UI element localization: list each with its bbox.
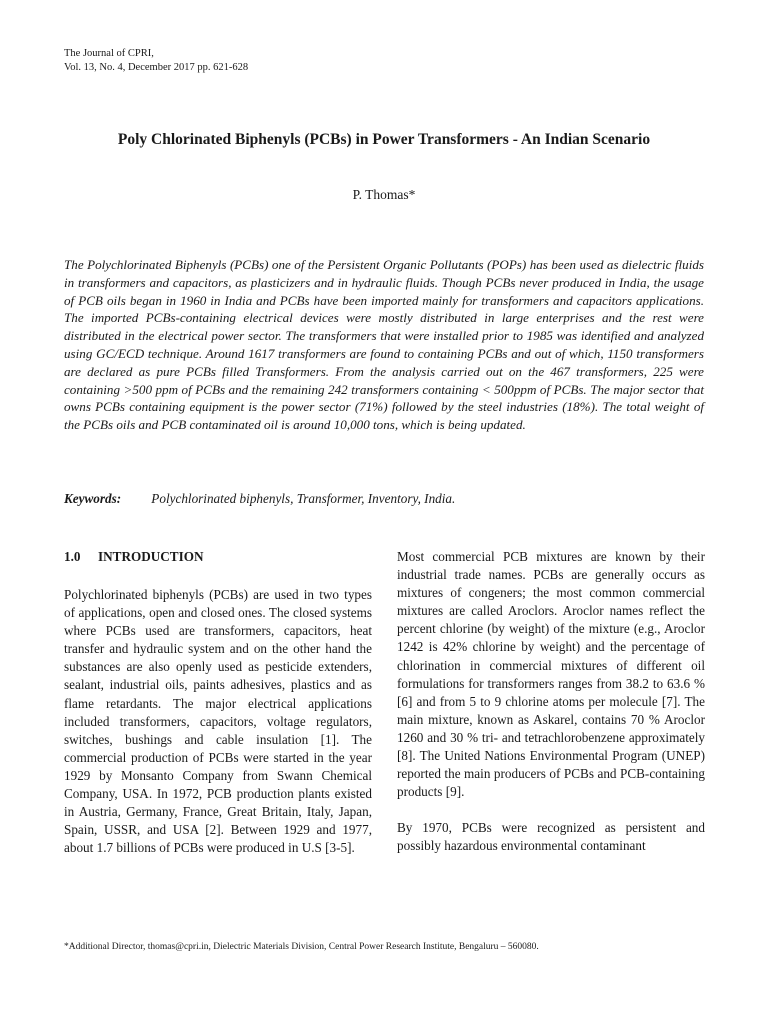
- section-title: INTRODUCTION: [98, 549, 204, 564]
- paper-title: Poly Chlorinated Biphenyls (PCBs) in Power Transformers - An Indian Scenario: [117, 131, 651, 148]
- right-column: [397, 548, 705, 874]
- section-heading-introduction: [64, 548, 372, 566]
- abstract: The Polychlorinated Biphenyls (PCBs) one of the Persistent Organic Pollutants (POPs) has been used as dielectric fluids in transformers and capacitors, as plasticizers and in hydraulic fluids. Though PCBs never produced in India, the usage of PCB oils began in 1960 in India and PCBs have been imported mainly for transformers and capacitors applications. The imported PCBs-containing electrical devices were mostly distributed in large enterprises and the rest were distributed in the electrical power sector. The transformers that were installed prior to 1985 was identified and analyzed using GC/ECD technique. Around 1617 transformers are found to containing PCBs and out of which, 1150 transformers are declared as pure PCBs filled Transformers. From the analysis carried out on the 467 transformers, 225 were containing >500 ppm of PCBs and the remaining 242 transformers containing < 500ppm of PCBs. The major sector that owns PCBs containing equipment is the power sector (71%) followed by the steel industries (18%). The total weight of the PCBs oils and PCB contaminated oil is around 10,000 tons, which is being updated.: [64, 257, 704, 433]
- journal-reference: [64, 47, 248, 75]
- keywords-label: Keywords:: [64, 491, 122, 506]
- author-footnote: *Additional Director, thomas@cpri.in, Dielectric Materials Division, Central Power Research Institute, Bengaluru – 560080.: [64, 942, 539, 952]
- section-number: 1.0: [64, 549, 81, 564]
- left-column: [64, 548, 372, 875]
- intro-paragraph-1: Polychlorinated biphenyls (PCBs) are used in two types of applications, open and closed ones. The closed systems where PCBs used are transformers, capacitors, heat transfer and hydraulic system and on the other hand the substances are also openly used as pesticide extenders, sealant, industrial oils, paints adhesives, plastics and as flame retardants. The major electrical applications included transformers, capacitors, voltage regulators, switches, bushings and cable insulation [1]. The commercial production of PCBs were started in the year 1929 by Monsanto Company from Swann Chemical Company, USA. In 1972, PCB production plants existed in Austria, Germany, France, Great Britain, Italy, Japan, Spain, USSR, and USA [2]. Between 1929 and 1977, about 1.7 billions of PCBs were produced in U.S [3-5].: [64, 587, 372, 856]
- journal-name: The Journal of CPRI,: [64, 48, 154, 59]
- keywords-line: [64, 490, 704, 508]
- keywords-text: Polychlorinated biphenyls, Transformer, Inventory, India.: [151, 491, 456, 506]
- journal-volume-line: Vol. 13, No. 4, December 2017 pp. 621-628: [64, 62, 249, 73]
- paper-author: P. Thomas*: [352, 187, 416, 202]
- intro-paragraph-2: Most commercial PCB mixtures are known by their industrial trade names. PCBs are generally occurs as mixtures of congeners; the most common commercial mixtures are called Aroclors. Aroclor names reflect the percent chlorine (by weight) of the mixture (e.g., Aroclor 1242 is 42% chlorine by weight) and the percentage of chlorination in commercial mixtures of different oil formulations for transformers ranges from 38.2 to 63.6 % [6] and from 5 to 9 chlorine atoms per molecule [7]. The main mixture, known as Askarel, contains 70 % Aroclor 1260 and 30 % tri- and tetrachlorobenzene approximately [8]. The United Nations Environmental Program (UNEP) reported the main producers of PCBs and PCB-containing products [9].: [397, 549, 705, 800]
- intro-paragraph-3: By 1970, PCBs were recognized as persistent and possibly hazardous environmental contaminant: [397, 820, 705, 854]
